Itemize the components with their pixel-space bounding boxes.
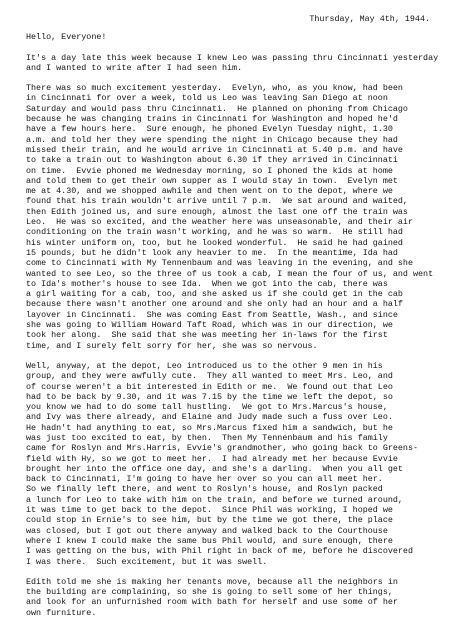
text-line: It's a day late this week because I knew Leo was passing thru Cincinnati yesterday <box>26 52 439 63</box>
letter-date: Thursday, May 4th, 1944. <box>309 14 430 24</box>
text-line: and told them to get their own supper as I would stay in town. Evelyn met <box>26 175 398 186</box>
letter-paragraph <box>26 577 454 618</box>
text-line: me at 4.30, and we shopped awhile and then went on to the depot, where we <box>26 186 393 197</box>
text-line: time, and I surely felt sorry for her, she was so nervous. <box>26 340 318 351</box>
text-line: found that his train wouldn't arrive until 7 p.m. We sat around and waited, <box>26 196 408 207</box>
text-line: had to be back by 9.30, and it was 7.15 by the time we left the depot, so <box>26 391 393 402</box>
text-line: the building are complaining, so she is going to sell some of her things, <box>26 587 393 598</box>
text-line: have a few hours here. Sure enough, he phoned Evelyn Tuesday night, 1.30 <box>26 124 393 135</box>
text-line: Saturday and would pass thru Cincinnati. He planned on phoning from Chicago <box>26 103 408 114</box>
text-line: was just too excited to eat, by then. Then My Tennenbaum and his family <box>26 432 388 443</box>
letter-paragraph <box>26 53 454 74</box>
text-line: wanted to see Leo, so the three of us took a cab, I mean the four of us, and went <box>26 268 434 279</box>
text-line: He hadn't had anything to eat, so Mrs.Marcus fixed him a sandwich, but he <box>26 422 393 433</box>
text-line: to take a train out to Washington about 6.30 if they arrived in Cincinnati <box>26 155 398 166</box>
text-line: own furniture. <box>26 607 97 618</box>
text-line: missed their train, and he would arrive in Cincinnati at 5.40 p.m. and have <box>26 144 403 155</box>
text-line: and look for an unfurnished room with bath for herself and use some of her <box>26 597 398 608</box>
text-line: conditioning on the train wasn't working, and he was so warm. He still had <box>26 227 403 238</box>
text-line: There was so much excitement yesterday. Evelyn, who, as you know, had been <box>26 83 403 94</box>
text-line: was closed, but I got out there anyway and walked back to the Courthouse <box>26 525 388 536</box>
text-line: on time. Evvie phoned me Wednesday morning, so I phoned the kids at home <box>26 165 393 176</box>
text-line: a girl waiting for a cab, too, and she asked us if she could get in the cab <box>26 289 403 300</box>
letter-salutation: Hello, Everyone! <box>26 32 107 43</box>
text-line: layover in Cincinnati. She was coming East from Seattle, Wash., and since <box>26 309 398 320</box>
text-line: group, and they were awfully cute. They all wanted to meet Mrs. Leo, and <box>26 371 393 382</box>
text-line: 15 pounds, but he didn't look any heavier to me. In the meantime, Ida had <box>26 247 398 258</box>
text-line: to Ida's mother's house to see Ida. When we got into the cab, there was <box>26 278 388 289</box>
text-line: So we finally left there, and went to Roslyn's house, and Roslyn packed <box>26 484 383 495</box>
text-line: Well, anyway, at the depot, Leo introduced us to the other 9 men in his <box>26 360 383 371</box>
text-line: where I knew I could make the same bus Phil would, and sure enough, there <box>26 535 393 546</box>
text-line: I was getting on the bus, with Phil right in back of me, before he discovered <box>26 546 413 557</box>
text-line: in Cincinnati for over a week, told us Leo was leaving San Diego at noon <box>26 93 388 104</box>
text-line: a lunch for Leo to take with him on the train, and before we turned around, <box>26 494 403 505</box>
text-line: came for Roslyn and Mrs.Harris, Evvie's grandmother, who going back to Greens- <box>26 443 419 454</box>
text-line: his winter uniform on, too, but he looked wonderful. He said he had gained <box>26 237 403 248</box>
text-line: field with Hy, so we got to meet her. I had already met her because Evvie <box>26 453 398 464</box>
letter-body <box>26 53 454 618</box>
text-line: could stop in Ernie's to see him, but by the time we got there, the place <box>26 515 393 526</box>
text-line: she was going to William Howard Taft Road, which was in our direction, we <box>26 320 393 331</box>
text-line: you know we had to do some tall hustling. We got to Mrs.Marcus's house, <box>26 402 388 413</box>
text-line: back to Cincinnati, I'm going to have her over so you can all meet her. <box>26 474 383 485</box>
text-line: and I wanted to write after I had seen him. <box>26 62 243 73</box>
text-line: Edith told me she is making her tenants move, because all the neighbors in <box>26 576 398 587</box>
text-line: come to Cincinnati with My Tennenbaum and was leaving in the evening, and she <box>26 258 413 269</box>
text-line: brought her into the office one day, and she's a darling. When you all get <box>26 463 403 474</box>
text-line: and Ivy was there already, and Elaine and Judy made such a fuss over Leo. <box>26 412 393 423</box>
letter-paragraph <box>26 361 454 567</box>
text-line: a.m. and told her they were spending the night in Chicago because they had <box>26 134 398 145</box>
text-line: of course weren't a bit interested in Edith or me. We found out that Leo <box>26 381 393 392</box>
text-line: because he was changing trains in Cincinnati for Washington and hoped he'd <box>26 114 398 125</box>
text-line: then Edith joined us, and sure enough, almost the last one off the train was <box>26 206 408 217</box>
text-line: because there wasn't another one around and she only had an hour and a half <box>26 299 403 310</box>
text-line: it was time to get back to the depot. Since Phil was working, I hoped we <box>26 505 393 516</box>
letter-paragraph <box>26 83 454 351</box>
text-line: I was there. Such excitement, but it was swell. <box>26 556 268 567</box>
text-line: took her along. She said that she was meeting her in-laws for the first <box>26 330 388 341</box>
text-line: Leo. He was so excited, and the weather here was unseasonable, and their air <box>26 217 413 228</box>
